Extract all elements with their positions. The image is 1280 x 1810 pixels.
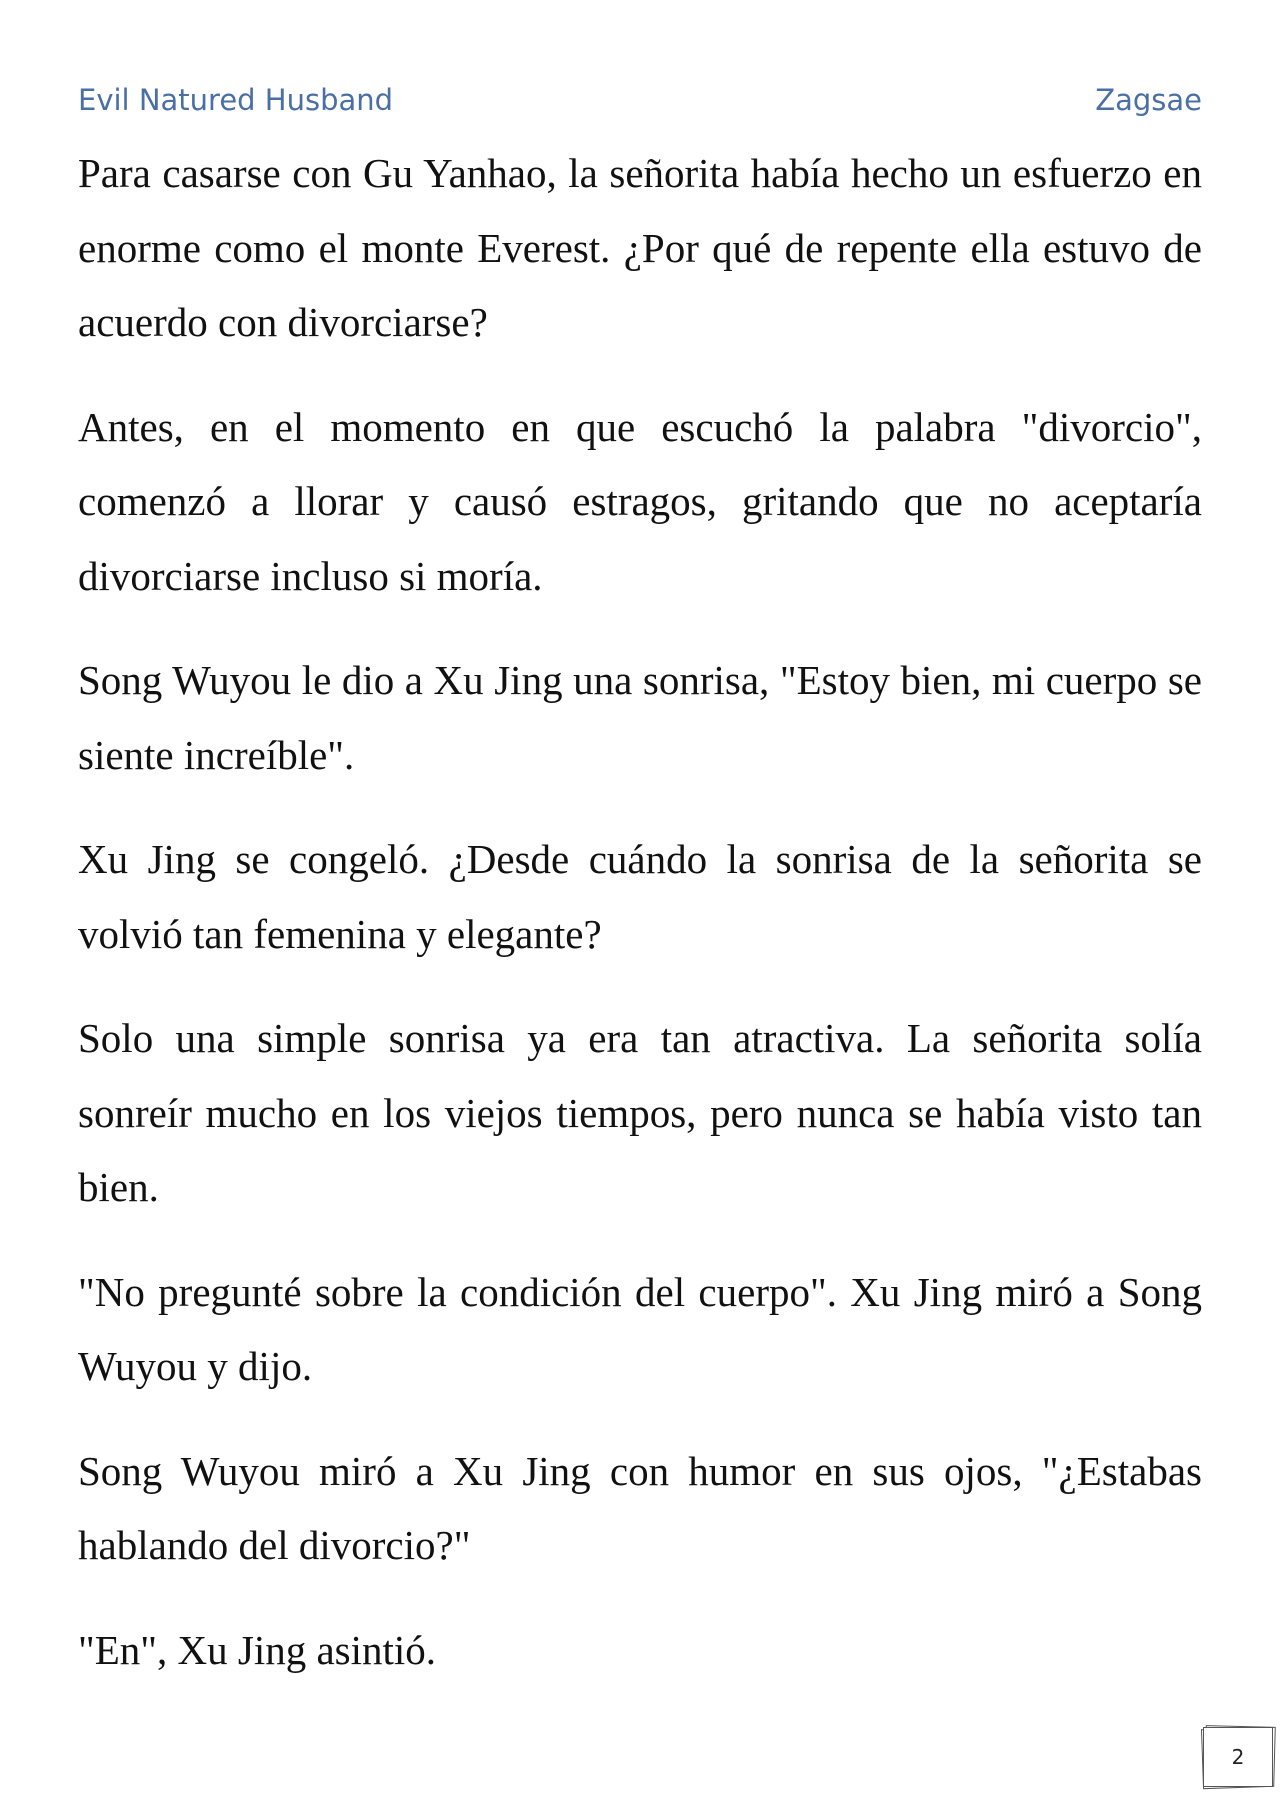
header-author: Zagsae [1095, 83, 1202, 117]
paragraph-2: Antes, en el momento en que escuchó la palabra "divorcio", comenzó a llorar y causó estragos, gritando que no aceptaría divorciarse incluso si moría. [78, 403, 1202, 599]
paragraph-1: Para casarse con Gu Yanhao, la señorita había hecho un esfuerzo en enorme como el monte Everest. ¿Por qué de repente ella estuvo de acuerdo con divorciarse? [78, 150, 1202, 345]
paragraph-4: Xu Jing se congeló. ¿Desde cuándo la sonrisa de la señorita se volvió tan femenina y elegante? [78, 836, 1202, 957]
page-number-box [1200, 1724, 1276, 1790]
page-number: 2 [1231, 1745, 1245, 1769]
page-header [78, 78, 1202, 122]
paragraph-7: Song Wuyou miró a Xu Jing con humor en sus ojos, "¿Estabas hablando del divorcio?" [78, 1447, 1202, 1568]
header-title: Evil Natured Husband [78, 83, 394, 117]
paragraph-8: "En", Xu Jing asintió. [78, 1626, 437, 1673]
paragraph-3: Song Wuyou le dio a Xu Jing una sonrisa, "Estoy bien, mi cuerpo se siente increíble". [78, 657, 1202, 778]
page-body [78, 136, 1202, 1717]
paragraph-6: "No pregunté sobre la condición del cuerpo". Xu Jing miró a Song Wuyou y dijo. [78, 1268, 1202, 1389]
paragraph-5: Solo una simple sonrisa ya era tan atractiva. La señorita solía sonreír mucho en los viejos tiempos, pero nunca se había visto tan bien. [78, 1015, 1202, 1210]
